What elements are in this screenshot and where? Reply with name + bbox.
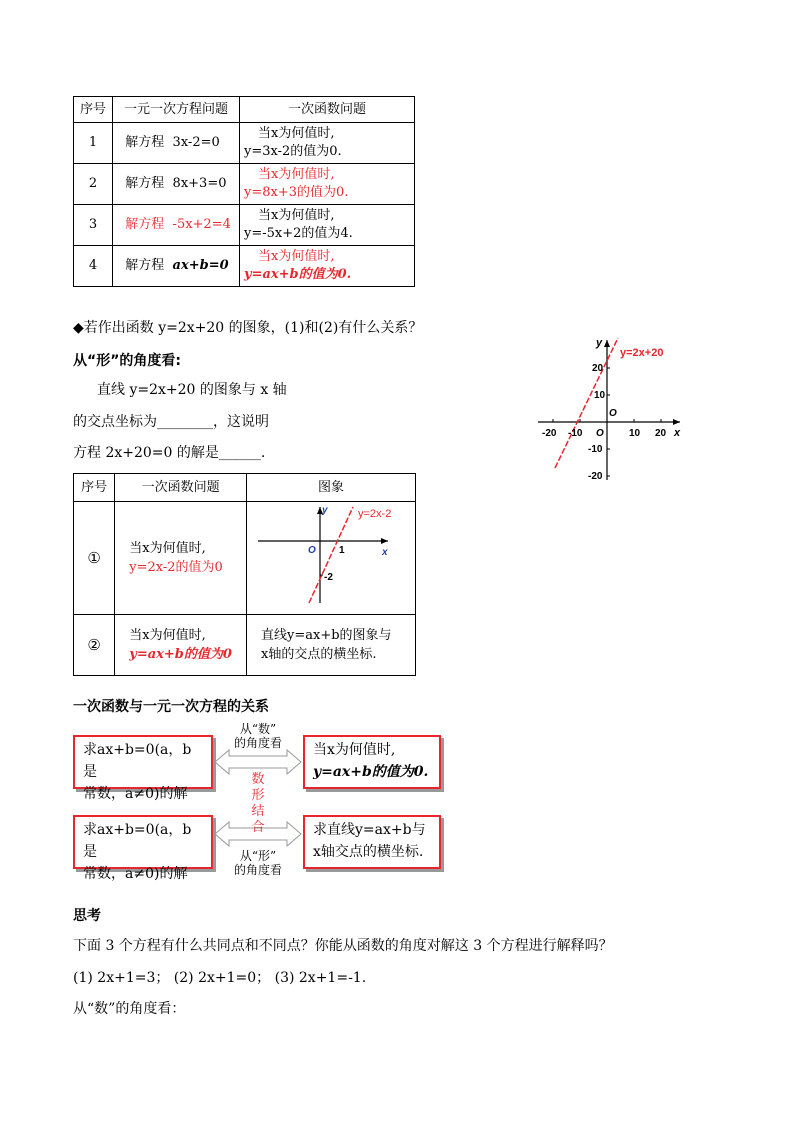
number-shape-combine-label: 数 形 结 合 (251, 772, 265, 835)
table-row (74, 123, 415, 164)
equation-cell: 解方程 8x+3=0 (113, 164, 240, 205)
x-tick-label: -20 (542, 428, 557, 439)
y-tick-label: -2 (324, 572, 333, 583)
para-line-3: 方程 2x+20=0 的解是______. (73, 445, 266, 461)
row-no: 3 (74, 205, 113, 246)
function-cell: 当x为何值时, y=ax+b的值为0 (115, 615, 247, 676)
line-label: y=2x-2 (358, 508, 392, 520)
think-title: 思考 (73, 908, 101, 924)
table-row (74, 502, 416, 615)
row-no: ① (74, 502, 115, 615)
box-line-intersection: 求直线y=ax+b与 x轴交点的横坐标. (303, 815, 441, 869)
equation-cell: 解方程 3x-2=0 (113, 123, 240, 164)
y-axis-label: y (322, 505, 328, 516)
table-row (74, 615, 416, 676)
graph-description-cell: 直线y=ax+b的图象与 x轴的交点的横坐标. (247, 615, 416, 676)
row-no: ② (74, 615, 115, 676)
y-tick-label: 10 (594, 390, 606, 401)
shape-view-label: 从“形” 的角度看 (233, 849, 282, 877)
graph-cell (247, 502, 416, 615)
graph-y-2x-minus-2 (248, 503, 414, 607)
para-line-2: 的交点坐标为________，这说明 (73, 414, 269, 430)
equation-cell: 解方程 ax+b=0 (113, 246, 240, 287)
function-cell: 当x为何值时, y=3x-2的值为0. (240, 123, 415, 164)
equation-function-table (73, 96, 415, 287)
box-solve-equation-2: 求ax+b=0(a，b是 常数，a≠0)的解 (73, 815, 213, 869)
x-axis-label: x (382, 547, 388, 558)
function-cell: 当x为何值时, y=2x-2的值为0 (115, 502, 247, 615)
box-solve-equation: 求ax+b=0(a，b是 常数，a≠0)的解 (73, 735, 213, 789)
header-no: 序号 (74, 474, 115, 502)
relation-title: 一次函数与一元一次方程的关系 (73, 699, 269, 715)
header-equation: 一元一次方程问题 (113, 97, 240, 123)
origin-label: O (308, 545, 316, 556)
header-graph: 图象 (247, 474, 416, 502)
equations-list: (1) 2x+1=3； (2) 2x+1=0； (3) 2x+1=-1. (73, 970, 367, 986)
number-view-label: 从“数” 的角度看 (233, 722, 282, 750)
table-row (74, 164, 415, 205)
header-no: 序号 (74, 97, 113, 123)
para-line-1: 直线 y=2x+20 的图象与 x 轴 (97, 382, 287, 398)
origin-label: O (596, 428, 604, 439)
header-function: 一次函数问题 (115, 474, 247, 502)
table-row (74, 246, 415, 287)
function-graph-table (73, 473, 416, 676)
row-no: 4 (74, 246, 113, 287)
x-tick-label: 20 (655, 428, 667, 439)
function-cell: 当x为何值时, y=8x+3的值为0. (240, 164, 415, 205)
table-row (74, 205, 415, 246)
line-label: y=2x+20 (620, 347, 664, 359)
x-tick-label: 1 (339, 545, 345, 556)
x-tick-label: 10 (629, 428, 641, 439)
row-no: 1 (74, 123, 113, 164)
origin-label: O (609, 408, 617, 419)
graph-y-2x-plus-20 (530, 330, 700, 480)
think-question: 下面 3 个方程有什么共同点和不同点？你能从函数的角度对解这 3 个方程进行解释吗？ (73, 938, 613, 954)
row-no: 2 (74, 164, 113, 205)
box-function-value: 当x为何值时, y=ax+b的值为0. (303, 735, 441, 789)
x-tick-label: -10 (568, 428, 583, 439)
y-axis-label: y (596, 337, 603, 349)
header-function: 一次函数问题 (240, 97, 415, 123)
function-cell: 当x为何值时, y=-5x+2的值为4. (240, 205, 415, 246)
x-axis-label: x (674, 427, 681, 439)
y-tick-label: -20 (588, 471, 603, 480)
y-tick-label: 20 (592, 363, 604, 374)
y-tick-label: -10 (588, 444, 603, 455)
equation-cell: 解方程 -5x+2=4 (113, 205, 240, 246)
question-text: ◆若作出函数 y=2x+20 的图象，(1)和(2)有什么关系？ (73, 320, 423, 336)
shape-view-title: 从“形”的角度看: (73, 353, 182, 369)
function-cell: 当x为何值时, y=ax+b的值为0. (240, 246, 415, 287)
number-view-text: 从“数”的角度看： (73, 1001, 186, 1017)
